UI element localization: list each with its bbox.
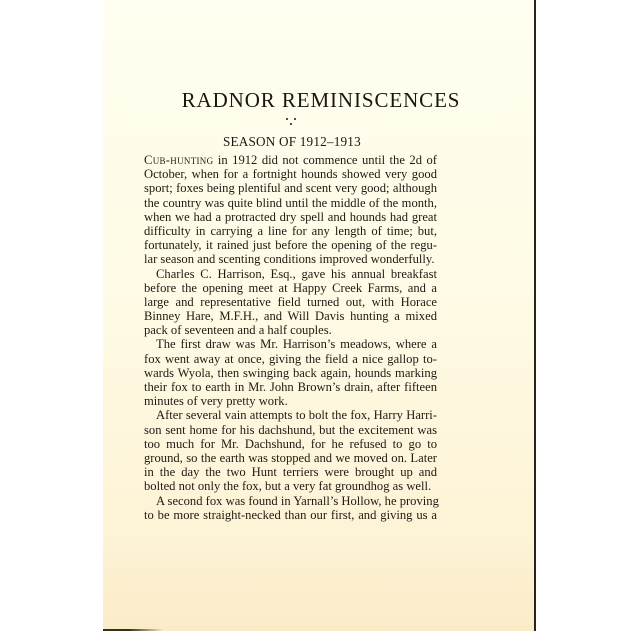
ornament-dot <box>294 118 296 120</box>
lead-smallcaps: Cub-hunting <box>144 153 214 167</box>
text-line: difficulty in carrying a line for any length of time; but, <box>144 223 437 238</box>
text-line: pack of seventeen and a half couples. <box>144 323 332 338</box>
book-page <box>103 0 536 631</box>
text-line: ground, so the earth was stopped and we moved on. Later <box>144 450 437 465</box>
text-line: large and representative field turned out, with Horace <box>144 294 437 309</box>
text-line: too much for Mr. Dachshund, for he refused to go to <box>144 436 437 451</box>
page-title: RADNOR REMINISCENCES <box>181 88 461 112</box>
text-line: After several vain attempts to bolt the fox, Harry Harri- <box>156 408 437 423</box>
text-line: wards Wyola, then swinging back again, hounds marking <box>144 365 437 380</box>
text-line: minutes of very pretty work. <box>144 394 288 409</box>
text-line: fox went away at once, giving the field a nice gallop to- <box>144 351 437 366</box>
dinkus-ornament-icon <box>284 117 298 127</box>
text-line: bolted not only the fox, but a very fat groundhog as well. <box>144 479 432 494</box>
text-line: before the opening meet at Happy Creek Farms, and a <box>144 280 437 295</box>
text-line: when we had a protracted dry spell and hounds had great <box>144 209 437 224</box>
text-line: sport; foxes being plentiful and scent very good; although <box>144 181 437 196</box>
text-line: the country was quite blind until the middle of the month, <box>144 195 437 210</box>
text-line: to be more straight-necked than our first, and giving us a <box>144 507 437 522</box>
ornament-dot <box>286 118 288 120</box>
text-line: The first draw was Mr. Harrison’s meadows, where a <box>156 337 437 352</box>
text-line: October, when for a fortnight hounds showed very good <box>144 167 437 182</box>
text-line: son sent home for his dachshund, but the excitement was <box>144 422 437 437</box>
text-line: Binney Hare, M.F.H., and Will Davis hunting a mixed <box>144 309 437 324</box>
body-text <box>144 153 437 522</box>
text-line: lar season and scenting conditions improved wonderfully. <box>144 252 435 267</box>
section-subtitle: SEASON OF 1912–1913 <box>223 134 361 149</box>
ornament-dot <box>290 123 292 125</box>
text-line: Cub-hunting in 1912 did not commence until the 2d of <box>144 153 437 167</box>
text-line: fortunately, it rained just before the opening of the regu- <box>144 238 437 253</box>
text-line: Charles C. Harrison, Esq., gave his annual breakfast <box>156 266 437 281</box>
text-line: A second fox was found in Yarnall’s Hollow, he proving <box>156 493 439 508</box>
text-line: in the day the two Hunt terriers were brought up and <box>144 465 437 480</box>
text-line: their fox to earth in Mr. John Brown’s drain, after fifteen <box>144 380 437 394</box>
